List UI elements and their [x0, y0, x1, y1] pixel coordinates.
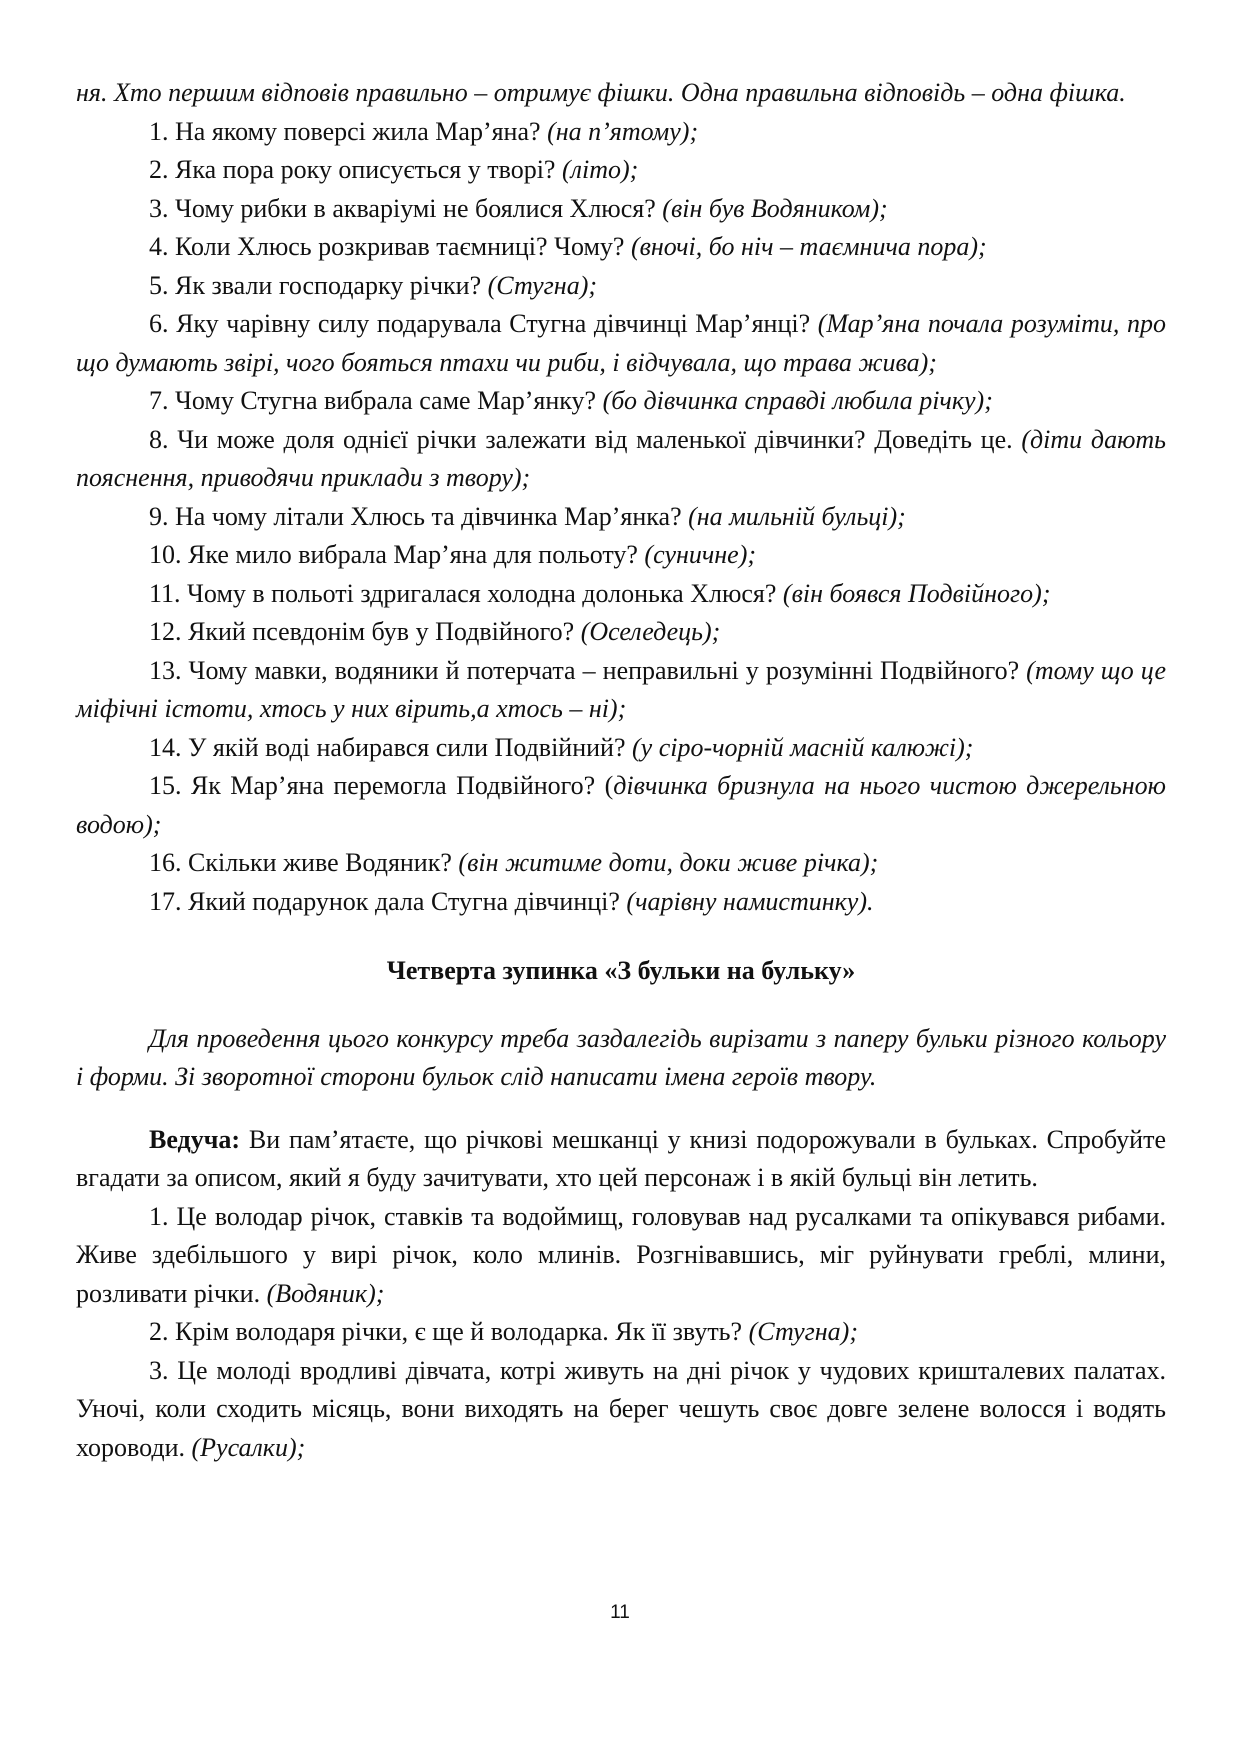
answer-text: (він житиме доти, доки живе річка);: [458, 848, 879, 877]
host-label: Ведуча:: [149, 1124, 241, 1154]
question-item: [76, 228, 1166, 267]
answer-text: (діти дають пояснення, приводячи приклади з твору);: [76, 424, 1167, 492]
riddle-answer: (Русалки);: [191, 1432, 306, 1462]
question-item: [76, 652, 1166, 729]
question-item: [76, 498, 1166, 537]
question-item: [76, 729, 1166, 768]
answer-text: (на мильній бульці);: [688, 501, 906, 531]
question-text: 6. Яку чарівну силу подарувала Стугна дівчинці Мар’янці?: [149, 309, 818, 338]
question-text: 8. Чи може доля однієї річки залежати від маленької дівчинки? Доведіть це.: [149, 424, 1022, 454]
host-text: Ви пам’ятаєте, що річкові мешканці у книзі подорожували в бульках. Спробуйте вгадати за описом, який я буду зачитувати, хто цей персонаж і в якій бульці він летить.: [76, 1124, 1166, 1192]
riddle-text: 2. Крім володаря річки, є ще й володарка. Як її звуть?: [149, 1317, 749, 1346]
question-item: [76, 767, 1166, 844]
question-text: 14. У якій воді набирався сили Подвійний?: [149, 732, 632, 762]
answer-text: (у сіро-чорній масній калюжі);: [632, 732, 974, 762]
question-text: 9. На чому літали Хлюсь та дівчинка Мар’янка?: [149, 501, 689, 531]
answer-text: дівчинка бризнула на нього чистою джерельною водою);: [76, 771, 1166, 839]
question-text: 3. Чому рибки в акваріумі не боялися Хлюся?: [149, 193, 663, 223]
question-item: [76, 267, 1166, 306]
answer-text: (на п’ятому);: [547, 116, 699, 146]
page-number: 11: [610, 1602, 630, 1623]
quiz-questions: [76, 113, 1166, 922]
riddle-text: 3. Це молоді вродливі дівчата, котрі живуть на дні річок у чудових кришталевих палатах. Уночі, коли сходить місяць, вони виходять на берег чешуть своє довге зелене волосся і водять хороводи.: [76, 1355, 1166, 1462]
intro-paragraph: ня. Хто першим відповів правильно – отримує фішки. Одна правильна відповідь – одна фішка.: [76, 78, 1126, 107]
riddle-item: [76, 1198, 1166, 1314]
answer-text: (він боявся Подвійного);: [782, 578, 1051, 608]
host-paragraph: [76, 1121, 1166, 1198]
question-item: [76, 883, 1166, 922]
question-item: [76, 305, 1166, 382]
riddle-answer: (Стугна);: [748, 1317, 858, 1346]
question-text: 17. Який подарунок дала Стугна дівчинці?: [149, 886, 627, 916]
question-item: [76, 151, 1166, 190]
question-text: 13. Чому мавки, водяники й потерчата – неправильні у розумінні Подвійного?: [149, 655, 1027, 685]
riddle-item: [76, 1352, 1166, 1468]
answer-text: (вночі, бо ніч – таємнича пора);: [630, 232, 987, 261]
question-text: 1. На якому поверсі жила Мар’яна?: [149, 116, 548, 146]
answer-text: (суничне);: [644, 540, 757, 569]
question-text: 16. Скільки живе Водяник?: [149, 848, 459, 877]
question-text: 10. Яке мило вибрала Мар’яна для польоту?: [149, 540, 645, 569]
question-item: [76, 575, 1166, 614]
page-content: [76, 74, 1166, 1467]
question-item: [76, 113, 1166, 152]
riddle-item: [76, 1313, 1166, 1352]
question-text: 5. Як звали господарку річки?: [149, 270, 488, 300]
answer-text: (літо);: [561, 155, 639, 184]
answer-text: (чарівну намистинку).: [626, 886, 874, 916]
question-text: 7. Чому Стугна вибрала саме Мар’янку?: [149, 386, 603, 415]
riddle-answer: (Водяник);: [266, 1278, 385, 1308]
section-heading: Четверта зупинка «З бульки на бульку»: [386, 956, 856, 985]
question-item: [76, 190, 1166, 229]
question-text: 4. Коли Хлюсь розкривав таємниці? Чому?: [149, 232, 631, 261]
question-text: 15. Як Мар’яна перемогла Подвійного? (: [149, 771, 614, 800]
question-item: [76, 421, 1166, 498]
answer-text: (він був Водяником);: [662, 193, 888, 223]
riddle-text: 1. Це володар річок, ставків та водоймищ, головував над русалками та опікувався рибами. Живе здебільшого у вирі річок, коло млинів. Розгнівавшись, міг руйнувати греблі, млини, розливати річки.: [76, 1201, 1166, 1308]
question-text: 11. Чому в польоті здригалася холодна долонька Хлюся?: [149, 578, 783, 608]
section-instruction: Для проведення цього конкурсу треба заздалегідь вирізати з паперу бульки різного кольору і форми. Зі зворотної сторони бульок слід написати імена героїв твору.: [76, 1023, 1166, 1091]
question-text: 12. Який псевдонім був у Подвійного?: [149, 617, 581, 646]
answer-text: (бо дівчинка справді любила річку);: [602, 386, 993, 415]
question-item: [76, 844, 1166, 883]
question-item: [76, 613, 1166, 652]
answer-text: (Стугна);: [487, 270, 598, 300]
question-item: [76, 536, 1166, 575]
question-text: 2. Яка пора року описується у творі?: [149, 155, 562, 184]
answer-text: (тому що це міфічні істоти, хтось у них вірить,а хтось – ні);: [76, 655, 1166, 723]
question-item: [76, 382, 1166, 421]
answer-text: (Мар’яна почала розуміти, про що думають звірі, чого бояться птахи чи риби, і відчувала, що трава жива);: [76, 309, 1166, 377]
answer-text: (Оселедець);: [580, 617, 721, 646]
